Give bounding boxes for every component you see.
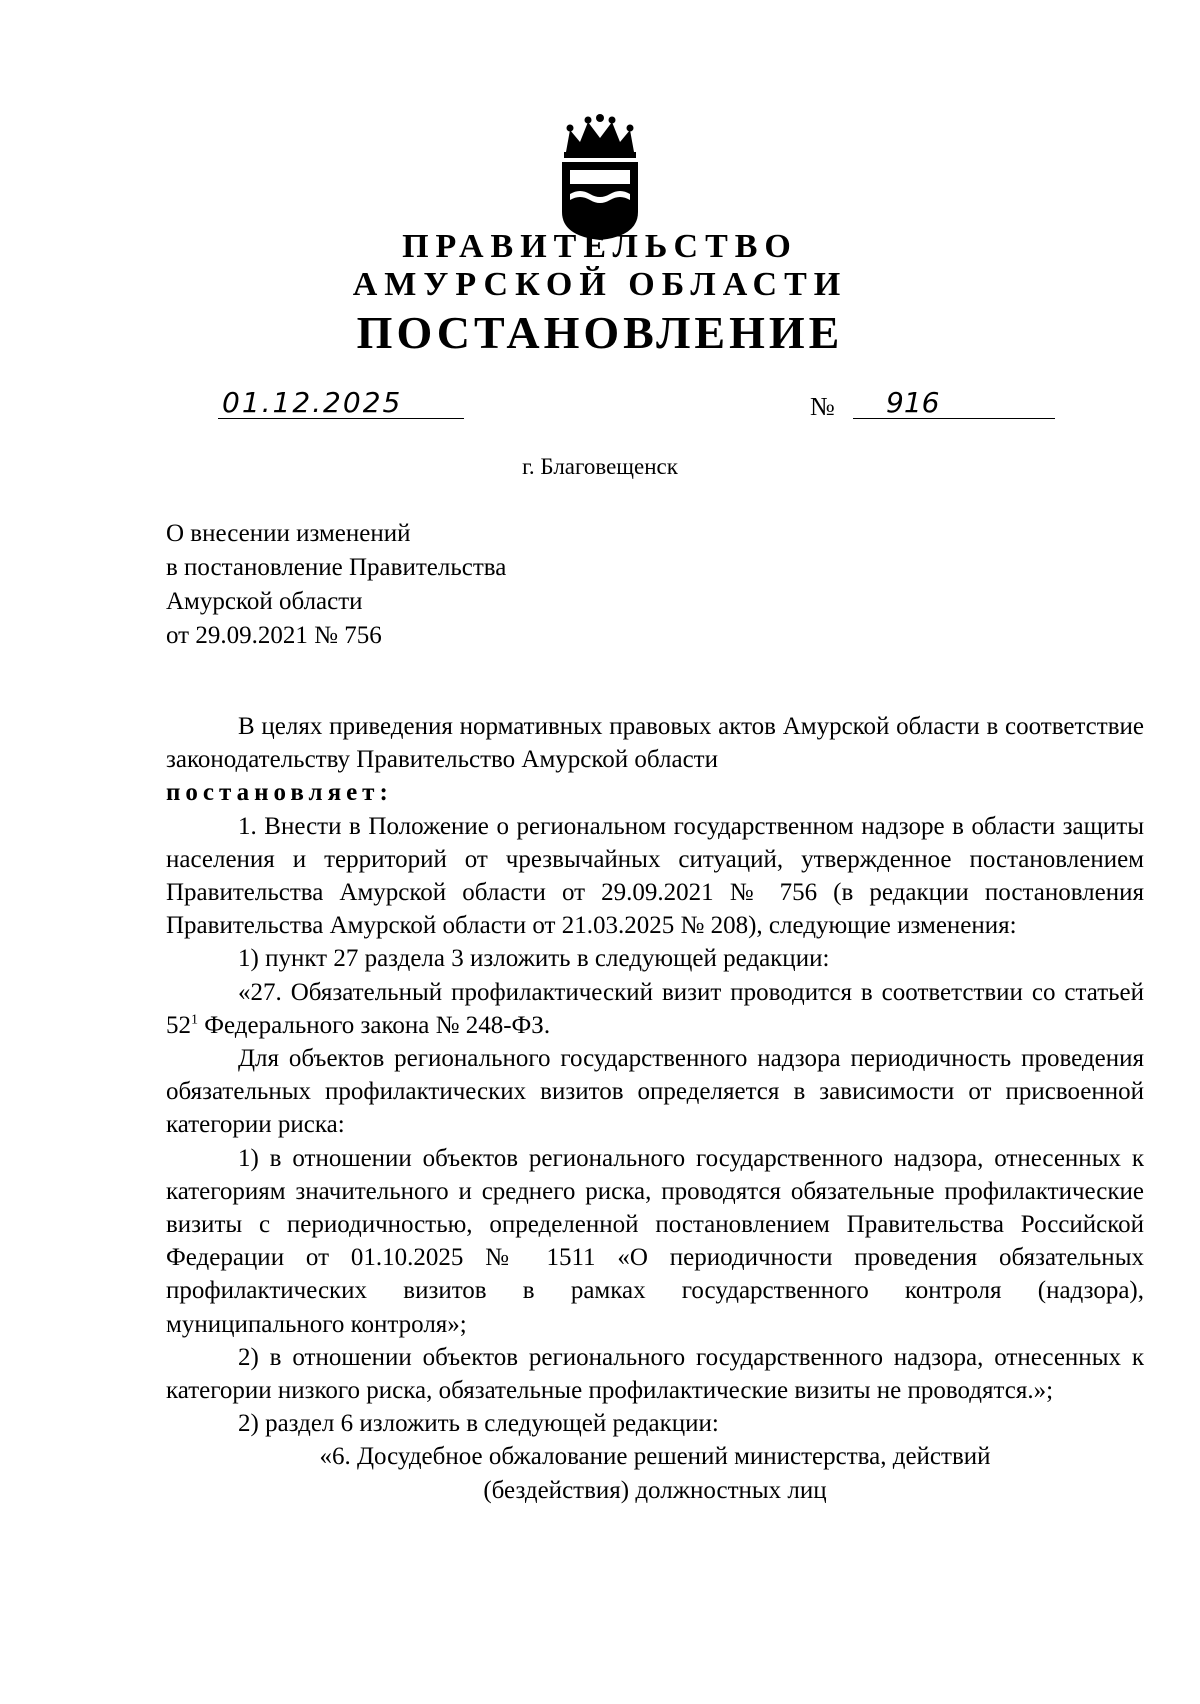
risk-item-2: 2) в отношении объектов регионального государственного надзора, отнесенных к категории низкого риска, обязательные профилактические визиты не проводятся.»; bbox=[166, 1343, 1144, 1405]
org-name-line2: АМУРСКОЙ ОБЛАСТИ bbox=[352, 266, 848, 303]
number-sign: № bbox=[810, 392, 835, 421]
subject-block bbox=[166, 517, 506, 653]
coat-of-arms-icon bbox=[552, 112, 648, 242]
section-6-title-line2: (бездействия) должностных лиц bbox=[483, 1476, 827, 1504]
sub-item-1: 1) пункт 27 раздела 3 изложить в следующей редакции: bbox=[238, 945, 830, 973]
subject-line: от 29.09.2021 № 756 bbox=[166, 622, 382, 649]
intro-paragraph: В целях приведения нормативных правовых актов Амурской области в соответствие законодательству Правительство Амурской области bbox=[166, 713, 1144, 774]
item-1: 1. Внести в Положение о региональном государственном надзоре в области защиты населения и территорий от чрезвычайных ситуаций, утвержденное постановлением Правительства Амурской области от 29.09.2021 № 756 (в редакции постановления Правительства Амурской области от 21.03.2025 № 208), следующие изменения: bbox=[166, 812, 1144, 940]
point-27 bbox=[166, 976, 1144, 1042]
subject-line: О внесении изменений bbox=[166, 520, 411, 547]
article-superscript: 1 bbox=[191, 1012, 198, 1028]
document-number: 916 bbox=[886, 386, 940, 419]
resolves-word: постановляет: bbox=[166, 779, 393, 807]
sub-item-2: 2) раздел 6 изложить в следующей редакции: bbox=[238, 1410, 719, 1438]
document-date: 01.12.2025 bbox=[222, 386, 403, 419]
section-6-title-line1: «6. Досудебное обжалование решений министерства, действий bbox=[319, 1443, 991, 1471]
city: г. Благовещенск bbox=[522, 454, 678, 479]
subject-line: в постановление Правительства bbox=[166, 554, 507, 581]
date-underline bbox=[218, 418, 464, 419]
number-underline bbox=[853, 418, 1055, 419]
document-type: ПОСТАНОВЛЕНИЕ bbox=[356, 307, 844, 358]
point-27-text: «27. Обязательный профилактический визит проводится в соответствии со статьей 52 bbox=[166, 978, 1144, 1039]
risk-item-1: 1) в отношении объектов регионального государственного надзора, отнесенных к категориям значительного и среднего риска, проводятся обязательные профилактические визиты с периодичностью, определенной постановлением Правительства Российской Федерации от 01.10.2025 № 1511 «О периодичности проведения обязательных профилактических визитов в рамках государственного контроля (надзора), муниципального контроля»; bbox=[166, 1144, 1144, 1338]
subject-line: Амурской области bbox=[166, 588, 363, 615]
point-27-text-end: Федерального закона № 248-ФЗ. bbox=[198, 1011, 551, 1039]
org-name-line1: ПРАВИТЕЛЬСТВО bbox=[402, 228, 798, 265]
document-body bbox=[166, 710, 1144, 1507]
objects-paragraph: Для объектов регионального государственного надзора периодичность проведения обязательных профилактических визитов определяется в зависимости от присвоенной категории риска: bbox=[166, 1045, 1144, 1139]
